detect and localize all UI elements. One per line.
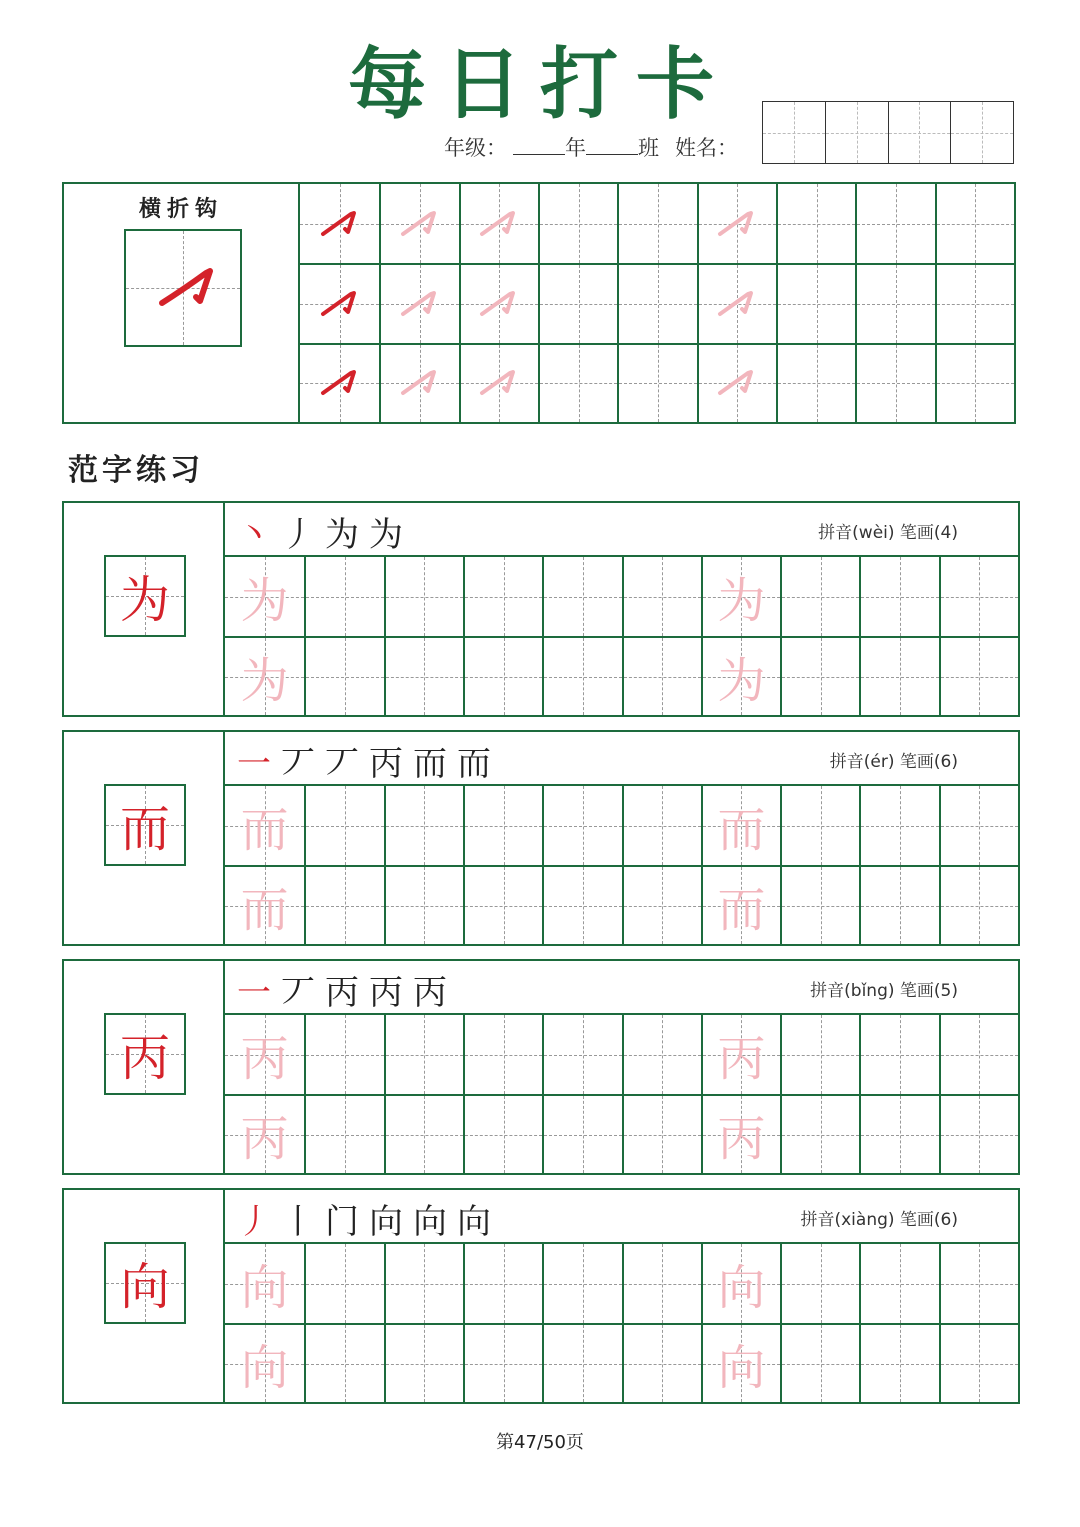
stroke-order-step: 丿 bbox=[281, 515, 315, 555]
practice-cell[interactable] bbox=[859, 786, 938, 865]
practice-cell[interactable] bbox=[939, 636, 1018, 715]
trace-character: 而 bbox=[240, 882, 289, 938]
character-header bbox=[225, 732, 1018, 786]
class-label: 班 bbox=[638, 136, 659, 160]
practice-cell[interactable] bbox=[542, 786, 621, 865]
character-model-panel bbox=[64, 732, 225, 944]
practice-cell[interactable] bbox=[701, 636, 780, 715]
stroke-practice-cell[interactable] bbox=[776, 184, 855, 263]
practice-cell[interactable] bbox=[304, 865, 383, 944]
name-box[interactable] bbox=[763, 102, 825, 163]
stroke-order-step: 一 bbox=[237, 973, 271, 1013]
stroke-practice-cell[interactable] bbox=[379, 343, 458, 422]
practice-cell[interactable] bbox=[780, 1244, 859, 1323]
stroke-practice-cell[interactable] bbox=[697, 184, 776, 263]
name-box[interactable] bbox=[888, 102, 951, 163]
practice-cell[interactable] bbox=[622, 1244, 701, 1323]
hengzhegou-stroke-icon bbox=[714, 363, 760, 403]
stroke-practice-cell[interactable] bbox=[855, 184, 934, 263]
practice-cell[interactable] bbox=[780, 1094, 859, 1173]
stroke-order-step: 丿 bbox=[237, 1202, 271, 1242]
stroke-order-step: 丙 bbox=[325, 973, 359, 1013]
practice-cell[interactable] bbox=[304, 1015, 383, 1094]
stroke-order-step: 丙 bbox=[369, 744, 403, 784]
practice-cell[interactable] bbox=[701, 557, 780, 636]
practice-cell[interactable] bbox=[225, 1244, 304, 1323]
practice-cell[interactable] bbox=[780, 865, 859, 944]
practice-cell[interactable] bbox=[939, 1323, 1018, 1402]
character-block bbox=[62, 1188, 1020, 1404]
practice-cell[interactable] bbox=[225, 557, 304, 636]
trace-character: 而 bbox=[717, 882, 766, 938]
stroke-practice-cell[interactable] bbox=[300, 343, 379, 422]
practice-cell[interactable] bbox=[384, 865, 463, 944]
practice-cell[interactable] bbox=[780, 557, 859, 636]
practice-cell[interactable] bbox=[701, 1015, 780, 1094]
practice-cell[interactable] bbox=[225, 1015, 304, 1094]
trace-character: 而 bbox=[240, 802, 289, 858]
grade-label: 年级： bbox=[444, 136, 507, 160]
practice-cell[interactable] bbox=[859, 1323, 938, 1402]
stroke-practice-cell[interactable] bbox=[300, 263, 379, 342]
practice-cell[interactable] bbox=[384, 557, 463, 636]
character-model bbox=[104, 1242, 186, 1324]
stroke-practice-cell[interactable] bbox=[935, 184, 1014, 263]
practice-cell[interactable] bbox=[463, 1094, 542, 1173]
practice-cell[interactable] bbox=[304, 1244, 383, 1323]
hengzhegou-stroke-icon bbox=[476, 363, 522, 403]
stroke-order-step: 为 bbox=[325, 515, 359, 555]
practice-cell[interactable] bbox=[622, 865, 701, 944]
section-title: 范字练习 bbox=[68, 453, 204, 488]
character-header bbox=[225, 503, 1018, 557]
stroke-practice-cell[interactable] bbox=[538, 343, 617, 422]
character-model-panel bbox=[64, 503, 225, 715]
practice-cell[interactable] bbox=[463, 786, 542, 865]
practice-cell[interactable] bbox=[463, 1323, 542, 1402]
stroke-practice-cell[interactable] bbox=[855, 343, 934, 422]
practice-cell[interactable] bbox=[304, 636, 383, 715]
practice-cell[interactable] bbox=[542, 636, 621, 715]
trace-character: 丙 bbox=[717, 1031, 766, 1087]
stroke-practice-cell[interactable] bbox=[459, 343, 538, 422]
stroke-order-sequence bbox=[237, 507, 403, 556]
stroke-order-step: 为 bbox=[369, 515, 403, 555]
practice-cell[interactable] bbox=[542, 1015, 621, 1094]
practice-cell[interactable] bbox=[939, 786, 1018, 865]
practice-cell[interactable] bbox=[622, 1015, 701, 1094]
trace-character: 向 bbox=[717, 1260, 766, 1316]
stroke-practice-cell[interactable] bbox=[459, 184, 538, 263]
practice-cell[interactable] bbox=[384, 1244, 463, 1323]
practice-cell[interactable] bbox=[542, 1094, 621, 1173]
trace-character: 为 bbox=[717, 573, 766, 629]
student-info bbox=[444, 132, 738, 162]
character-practice-grid bbox=[225, 786, 1018, 944]
practice-cell[interactable] bbox=[701, 786, 780, 865]
practice-cell[interactable] bbox=[780, 786, 859, 865]
practice-cell[interactable] bbox=[780, 1323, 859, 1402]
stroke-model-box bbox=[124, 229, 242, 347]
practice-cell[interactable] bbox=[622, 786, 701, 865]
practice-cell[interactable] bbox=[542, 1323, 621, 1402]
trace-character: 丙 bbox=[717, 1111, 766, 1167]
grade-field[interactable] bbox=[513, 134, 565, 155]
practice-cell[interactable] bbox=[701, 1094, 780, 1173]
practice-cell[interactable] bbox=[701, 1244, 780, 1323]
stroke-order-step: 丆 bbox=[281, 973, 315, 1013]
stroke-practice-cell[interactable] bbox=[617, 184, 696, 263]
stroke-practice-cell[interactable] bbox=[538, 263, 617, 342]
trace-character: 而 bbox=[717, 802, 766, 858]
stroke-practice-cell[interactable] bbox=[617, 343, 696, 422]
practice-cell[interactable] bbox=[384, 1094, 463, 1173]
practice-cell[interactable] bbox=[939, 865, 1018, 944]
practice-cell[interactable] bbox=[780, 1015, 859, 1094]
practice-cell[interactable] bbox=[463, 1015, 542, 1094]
stroke-practice-cell[interactable] bbox=[935, 263, 1014, 342]
hengzhegou-stroke-icon bbox=[714, 284, 760, 324]
page-title: 每日打卡 bbox=[347, 39, 732, 130]
character-model bbox=[104, 1013, 186, 1095]
stroke-practice-cell[interactable] bbox=[379, 184, 458, 263]
practice-cell[interactable] bbox=[225, 1323, 304, 1402]
stroke-practice-cell[interactable] bbox=[697, 343, 776, 422]
trace-character: 为 bbox=[240, 653, 289, 709]
stroke-practice-grid bbox=[300, 184, 1014, 422]
stroke-order-step: 一 bbox=[237, 744, 271, 784]
practice-cell[interactable] bbox=[859, 1094, 938, 1173]
model-character: 为 bbox=[120, 571, 170, 629]
practice-cell[interactable] bbox=[542, 557, 621, 636]
stroke-order-step: 丶 bbox=[237, 515, 271, 555]
practice-cell[interactable] bbox=[701, 865, 780, 944]
stroke-order-sequence bbox=[237, 1194, 491, 1243]
hengzhegou-stroke-icon bbox=[317, 204, 363, 244]
trace-character: 丙 bbox=[240, 1031, 289, 1087]
practice-cell[interactable] bbox=[225, 786, 304, 865]
trace-character: 为 bbox=[240, 573, 289, 629]
practice-cell[interactable] bbox=[384, 786, 463, 865]
stroke-practice-cell[interactable] bbox=[379, 263, 458, 342]
practice-cell[interactable] bbox=[384, 1015, 463, 1094]
practice-cell[interactable] bbox=[939, 1244, 1018, 1323]
practice-cell[interactable] bbox=[384, 636, 463, 715]
practice-cell[interactable] bbox=[780, 636, 859, 715]
stroke-order-step: 向 bbox=[457, 1202, 491, 1242]
practice-cell[interactable] bbox=[622, 636, 701, 715]
stroke-order-step: 丙 bbox=[413, 973, 447, 1013]
practice-cell[interactable] bbox=[463, 1244, 542, 1323]
hengzhegou-stroke-icon bbox=[397, 204, 443, 244]
practice-cell[interactable] bbox=[622, 1323, 701, 1402]
character-block bbox=[62, 730, 1020, 946]
practice-cell[interactable] bbox=[939, 1015, 1018, 1094]
character-practice-grid bbox=[225, 557, 1018, 715]
practice-cell[interactable] bbox=[939, 557, 1018, 636]
year-label: 年 bbox=[565, 136, 586, 160]
practice-cell[interactable] bbox=[463, 557, 542, 636]
practice-cell[interactable] bbox=[304, 557, 383, 636]
hengzhegou-stroke-icon bbox=[397, 363, 443, 403]
stroke-order-step: 向 bbox=[413, 1202, 447, 1242]
page-number: 第47/50页 bbox=[496, 1432, 584, 1453]
practice-cell[interactable] bbox=[701, 1323, 780, 1402]
hengzhegou-stroke-icon bbox=[714, 204, 760, 244]
name-label: 姓名： bbox=[675, 136, 738, 160]
model-character: 向 bbox=[120, 1258, 170, 1316]
hengzhegou-stroke-icon bbox=[317, 284, 363, 324]
practice-cell[interactable] bbox=[859, 636, 938, 715]
stroke-model-panel bbox=[64, 184, 300, 422]
practice-cell[interactable] bbox=[225, 1094, 304, 1173]
stroke-order-step: 丆 bbox=[281, 744, 315, 784]
stroke-order-step: 向 bbox=[369, 1202, 403, 1242]
practice-cell[interactable] bbox=[225, 865, 304, 944]
stroke-order-step: 而 bbox=[457, 744, 491, 784]
stroke-order-step: 而 bbox=[413, 744, 447, 784]
class-field[interactable] bbox=[586, 134, 638, 155]
stroke-practice-cell[interactable] bbox=[935, 343, 1014, 422]
practice-cell[interactable] bbox=[384, 1323, 463, 1402]
stroke-order-step: 丆 bbox=[325, 744, 359, 784]
hengzhegou-stroke-icon bbox=[317, 363, 363, 403]
stroke-order-sequence bbox=[237, 965, 447, 1014]
character-block bbox=[62, 959, 1020, 1175]
trace-character: 向 bbox=[240, 1340, 289, 1396]
character-model bbox=[104, 784, 186, 866]
stroke-order-sequence bbox=[237, 736, 491, 785]
practice-cell[interactable] bbox=[463, 865, 542, 944]
pinyin-strokes-info: 拼音(bǐng) 笔画(5) bbox=[810, 981, 958, 1001]
model-character: 而 bbox=[120, 800, 170, 858]
hengzhegou-stroke-icon bbox=[476, 204, 522, 244]
character-model-panel bbox=[64, 961, 225, 1173]
practice-cell[interactable] bbox=[622, 557, 701, 636]
stroke-practice-block bbox=[62, 182, 1016, 424]
practice-cell[interactable] bbox=[939, 1094, 1018, 1173]
stroke-practice-cell[interactable] bbox=[776, 343, 855, 422]
practice-cell[interactable] bbox=[859, 1015, 938, 1094]
practice-cell[interactable] bbox=[542, 865, 621, 944]
practice-cell[interactable] bbox=[304, 1094, 383, 1173]
trace-character: 向 bbox=[717, 1340, 766, 1396]
name-boxes[interactable] bbox=[762, 101, 1014, 164]
hengzhegou-stroke-icon bbox=[476, 284, 522, 324]
practice-cell[interactable] bbox=[859, 865, 938, 944]
practice-cell[interactable] bbox=[622, 1094, 701, 1173]
practice-cell[interactable] bbox=[859, 1244, 938, 1323]
model-character: 丙 bbox=[120, 1029, 170, 1087]
name-box[interactable] bbox=[950, 102, 1013, 163]
name-box[interactable] bbox=[825, 102, 888, 163]
character-practice-grid bbox=[225, 1015, 1018, 1173]
trace-character: 向 bbox=[240, 1260, 289, 1316]
stroke-practice-cell[interactable] bbox=[697, 263, 776, 342]
practice-cell[interactable] bbox=[859, 557, 938, 636]
character-model bbox=[104, 555, 186, 637]
stroke-practice-cell[interactable] bbox=[300, 184, 379, 263]
stroke-order-step: 丨 bbox=[281, 1202, 315, 1242]
practice-cell[interactable] bbox=[304, 1323, 383, 1402]
stroke-practice-cell[interactable] bbox=[459, 263, 538, 342]
practice-cell[interactable] bbox=[304, 786, 383, 865]
trace-character: 丙 bbox=[240, 1111, 289, 1167]
hengzhegou-stroke-icon bbox=[126, 231, 240, 345]
practice-cell[interactable] bbox=[463, 636, 542, 715]
stroke-name: 横折钩 bbox=[138, 196, 223, 222]
stroke-practice-cell[interactable] bbox=[617, 263, 696, 342]
character-header bbox=[225, 961, 1018, 1015]
character-model-panel bbox=[64, 1190, 225, 1402]
stroke-practice-cell[interactable] bbox=[776, 263, 855, 342]
stroke-practice-cell[interactable] bbox=[855, 263, 934, 342]
character-practice-grid bbox=[225, 1244, 1018, 1402]
trace-character: 为 bbox=[717, 653, 766, 709]
practice-cell[interactable] bbox=[225, 636, 304, 715]
character-block bbox=[62, 501, 1020, 717]
stroke-order-step: 门 bbox=[325, 1202, 359, 1242]
character-header bbox=[225, 1190, 1018, 1244]
pinyin-strokes-info: 拼音(xiàng) 笔画(6) bbox=[800, 1210, 958, 1230]
pinyin-strokes-info: 拼音(ér) 笔画(6) bbox=[829, 752, 958, 772]
stroke-practice-cell[interactable] bbox=[538, 184, 617, 263]
pinyin-strokes-info: 拼音(wèi) 笔画(4) bbox=[818, 523, 958, 543]
practice-cell[interactable] bbox=[542, 1244, 621, 1323]
stroke-order-step: 丙 bbox=[369, 973, 403, 1013]
hengzhegou-stroke-icon bbox=[397, 284, 443, 324]
